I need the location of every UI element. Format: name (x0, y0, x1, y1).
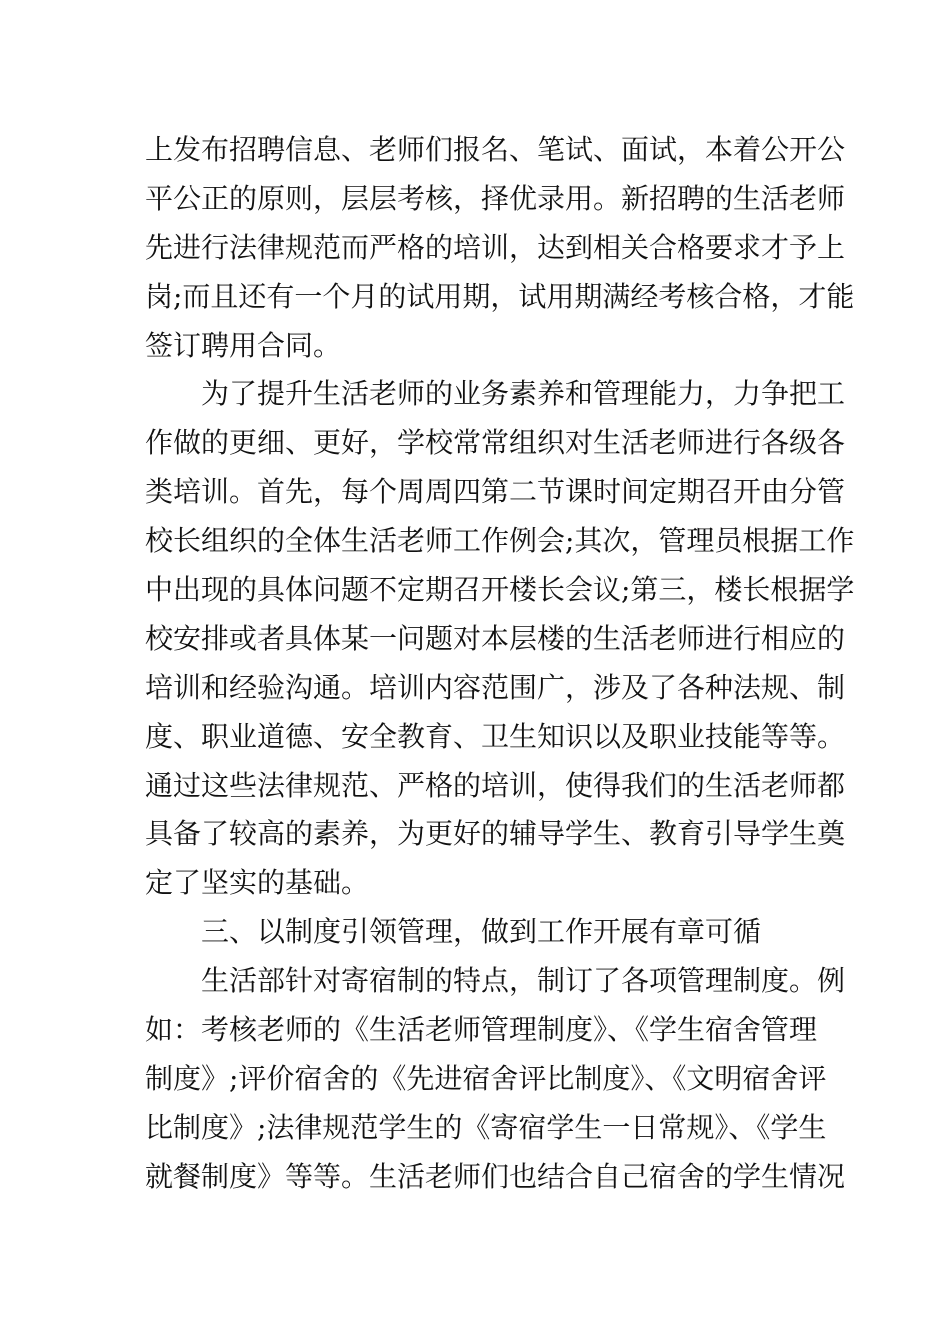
paragraph-line: 培训和经验沟通。培训内容范围广，涉及了各种法规、制 (145, 670, 846, 704)
paragraph-line: 类培训。首先，每个周周四第二节课时间定期召开由分管 (145, 475, 846, 509)
paragraph-line: 定了坚实的基础。 (145, 866, 370, 900)
paragraph-line: 中出现的具体问题不定期召开楼长会议;第三，楼长根据学 (145, 573, 855, 607)
paragraph-line: 比制度》;法律规范学生的《寄宿学生一日常规》、《学生 (145, 1110, 827, 1144)
paragraph-line: 岗;而且还有一个月的试用期，试用期满经考核合格，才能 (145, 279, 855, 313)
paragraph-line: 先进行法律规范而严格的培训，达到相关合格要求才予上 (145, 230, 846, 264)
paragraph-line: 平公正的原则，层层考核，择优录用。新招聘的生活老师 (145, 181, 846, 215)
paragraph-line: 就餐制度》等等。生活老师们也结合自己宿舍的学生情况 (145, 1159, 846, 1193)
paragraph-line: 校长组织的全体生活老师工作例会;其次，管理员根据工作 (145, 524, 855, 558)
paragraph-line: 生活部针对寄宿制的特点，制订了各项管理制度。例 (201, 964, 846, 998)
paragraph-line: 制度》;评价宿舍的《先进宿舍评比制度》、《文明宿舍评 (145, 1061, 827, 1095)
paragraph-line: 作做的更细、更好，学校常常组织对生活老师进行各级各 (145, 426, 846, 460)
paragraph-line: 签订聘用合同。 (145, 328, 342, 362)
section-heading: 三、以制度引领管理，做到工作开展有章可循 (201, 915, 762, 949)
paragraph-line: 为了提升生活老师的业务素养和管理能力，力争把工 (201, 377, 846, 411)
paragraph-line: 具备了较高的素养，为更好的辅导学生、教育引导学生奠 (145, 817, 846, 851)
paragraph-line: 上发布招聘信息、老师们报名、笔试、面试，本着公开公 (145, 133, 846, 166)
paragraph-line: 度、职业道德、安全教育、卫生知识以及职业技能等等。 (145, 719, 846, 753)
paragraph-line: 通过这些法律规范、严格的培训，使得我们的生活老师都 (145, 768, 846, 802)
paragraph-line: 校安排或者具体某一问题对本层楼的生活老师进行相应的 (145, 621, 846, 655)
document-body (145, 126, 855, 1202)
paragraph-line: 如：考核老师的《生活老师管理制度》、《学生宿舍管理 (145, 1013, 818, 1047)
